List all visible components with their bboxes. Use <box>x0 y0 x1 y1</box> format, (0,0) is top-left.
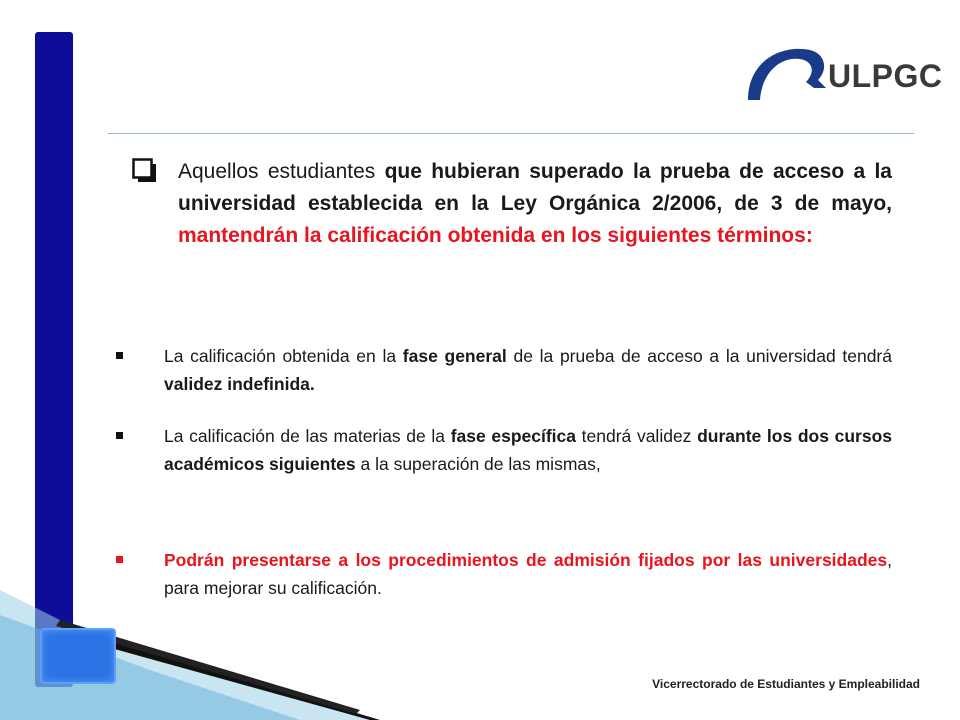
bullet-2-text-2: tendrá validez <box>576 426 698 446</box>
bullet-item-admision <box>116 546 892 602</box>
bullet-1-text-bold-1: fase general <box>402 346 507 366</box>
intro-text-red: mantendrán la calificación obtenida en los siguientes términos: <box>178 224 813 247</box>
bullet-3-text-red: Podrán presentarse a los procedimientos de admisión fijados por las universidades <box>164 550 888 570</box>
bullet-2-text-3: a la superación de las mismas, <box>355 454 601 474</box>
red-square-bullet-icon <box>116 556 123 563</box>
bullet-3-text-1: , para mejorar su calificación. <box>164 550 892 598</box>
intro-text-bold: que hubieran superado la prueba de acceso a la universidad establecida en la Ley Orgánica 2/2006, de 3 de mayo, <box>178 160 892 215</box>
bullet-1-text-2: de la prueba de acceso a la universidad tendrá <box>506 346 892 366</box>
header-divider <box>108 133 914 134</box>
bullet-1-text-bold-2: validez indefinida. <box>164 374 315 394</box>
bullet-2-text-1: La calificación de las materias de la <box>164 426 451 446</box>
intro-paragraph <box>132 156 892 252</box>
bullet-2-text-bold-2: durante los dos cursos académicos siguientes <box>164 426 893 474</box>
blue-square-decoration <box>40 628 116 684</box>
bullet-item-general <box>116 342 892 398</box>
intro-text-1: Aquellos estudiantes <box>178 160 385 183</box>
bullet-1-text-1: La calificación obtenida en la <box>164 346 403 366</box>
intro-text <box>178 156 892 252</box>
bullet-2-text-bold-1: fase específica <box>450 426 577 446</box>
bullet-item-especifica <box>116 422 892 478</box>
hollow-square-bullet-icon <box>132 158 158 184</box>
square-bullet-icon <box>116 352 123 359</box>
footer-text: Vicerrectorado de Estudiantes y Empleabilidad <box>652 677 920 691</box>
square-bullet-icon <box>116 432 123 439</box>
ulpgc-logo-text: ULPGC <box>828 58 943 94</box>
